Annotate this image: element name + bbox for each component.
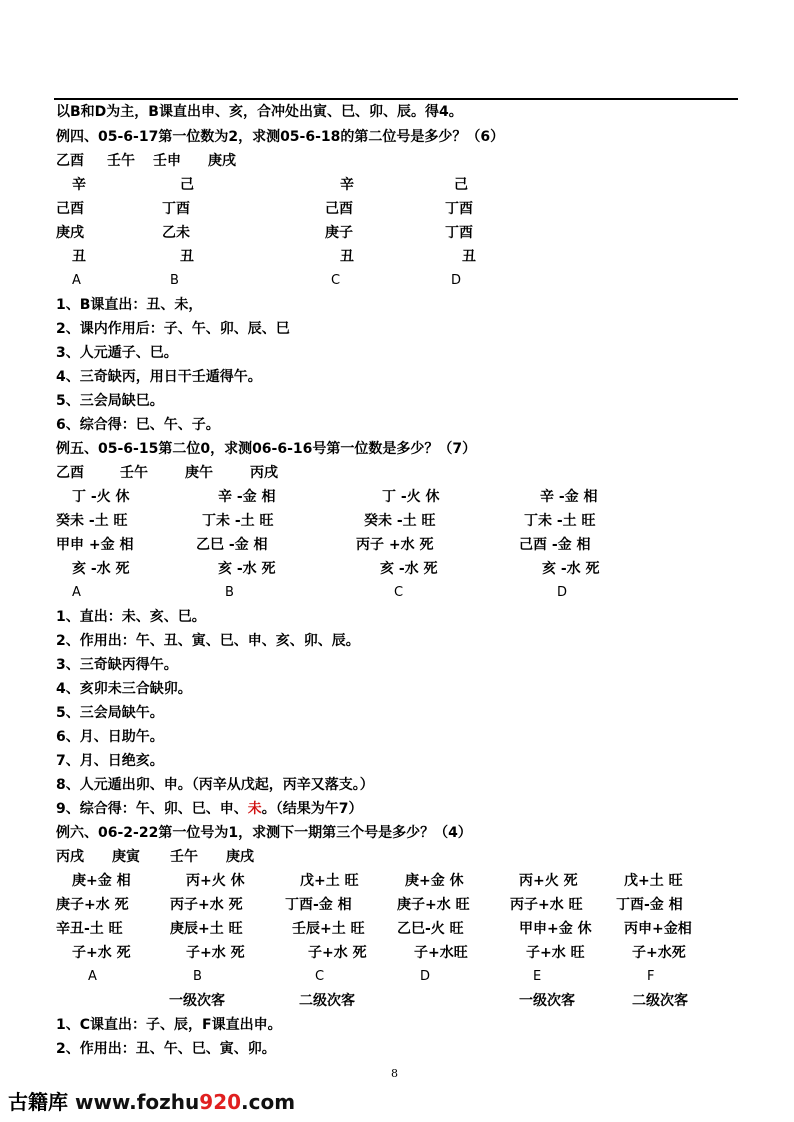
- ex5-step: 8、人元遁出卯、申。（丙辛从戊起，丙辛又落支。）: [56, 777, 374, 793]
- ex4-cell: 丑: [72, 249, 86, 265]
- ex4-cell: 庚子: [325, 225, 353, 241]
- ex6-cell: 子+水 旺: [526, 945, 585, 961]
- ex5-cell: 辛 -金 相: [218, 489, 276, 505]
- header-rule: [54, 98, 738, 100]
- ex6-label: C: [315, 969, 325, 984]
- ex4-cell: 己酉: [56, 201, 84, 217]
- ex6-cell: 丙子+水 死: [170, 897, 243, 913]
- ex5-label: B: [225, 585, 234, 600]
- ex5-step: 2、作用出：午、丑、寅、巳、申、亥、卯、辰。: [56, 633, 360, 649]
- ex5-step: 1、直出：未、亥、巳。: [56, 609, 206, 625]
- watermark-domain: www.fozhu: [74, 1090, 200, 1114]
- ex5-step-9: [56, 800, 363, 818]
- ex5-cell: 乙巳 -金 相: [196, 537, 268, 553]
- ex4-label: B: [170, 273, 179, 288]
- ex4-cell: 乙未: [162, 225, 190, 241]
- ex4-step: 5、三会局缺巳。: [56, 393, 164, 409]
- ex5-pillar: 庚午: [185, 465, 213, 481]
- ex6-cell: 庚子+水 死: [56, 897, 129, 913]
- ex5-label: D: [557, 585, 568, 600]
- ex6-cell: 辛丑-土 旺: [56, 921, 123, 937]
- ex4-cell: 丁酉: [162, 201, 190, 217]
- ex6-label: B: [193, 969, 202, 984]
- ex4-step: 6、综合得：巳、午、子。: [56, 417, 220, 433]
- ex5-cell: 丙子 +水 死: [356, 537, 434, 553]
- ex4-cell: 己: [180, 177, 194, 193]
- ex4-pillar: 庚戌: [208, 153, 236, 169]
- ex6-cell: 子+水 死: [72, 945, 131, 961]
- watermark-name: 古籍库: [8, 1090, 68, 1114]
- ex5-label: A: [72, 585, 81, 600]
- watermark-tld: .com: [241, 1090, 296, 1114]
- ex6-title: 例六、06-2-22第一位号为1，求测下一期第三个号是多少？（4）: [56, 825, 472, 841]
- ex6-guest-label: 二级次客: [632, 993, 688, 1009]
- watermark: [8, 1086, 295, 1115]
- ex6-label: D: [420, 969, 431, 984]
- ex4-cell: 己酉: [325, 201, 353, 217]
- ex5-step9-highlight: 未: [247, 801, 262, 817]
- ex5-step9-result: 。（结果为午7）: [261, 801, 363, 817]
- ex5-cell: 丁 -火 休: [72, 489, 130, 505]
- ex5-pillar: 丙戌: [250, 465, 278, 481]
- ex6-cell: 丁酉-金 相: [285, 897, 352, 913]
- ex6-cell: 子+水 死: [308, 945, 367, 961]
- intro-line: 以B和D为主，B课直出申、亥，合冲处出寅、巳、卯、辰。得4。: [56, 104, 463, 120]
- ex4-cell: 丑: [340, 249, 354, 265]
- ex5-step: 5、三会局缺午。: [56, 705, 164, 721]
- ex5-title: 例五、05-6-15第二位0，求测06-6-16号第一位数是多少？（7）: [56, 441, 477, 457]
- ex4-title: 例四、05-6-17第一位数为2，求测05-6-18的第二位号是多少？（6）: [56, 129, 505, 145]
- ex4-step: 1、B课直出：丑、未，: [56, 297, 203, 313]
- ex4-cell: 庚戌: [56, 225, 84, 241]
- ex5-cell: 己酉 -金 相: [519, 537, 591, 553]
- ex5-step: 6、月、日助午。: [56, 729, 164, 745]
- ex6-cell: 庚+金 相: [72, 873, 131, 889]
- ex5-cell: 丁 -火 休: [382, 489, 440, 505]
- ex6-pillar: 庚戌: [226, 849, 254, 865]
- ex5-step9-text: 9、综合得：午、卯、巳、申、: [56, 801, 248, 817]
- ex4-pillar: 乙酉: [56, 153, 84, 169]
- ex5-label: C: [394, 585, 404, 600]
- ex6-pillar: 壬午: [170, 849, 198, 865]
- ex4-step: 3、人元遁子、巳。: [56, 345, 178, 361]
- ex5-cell: 辛 -金 相: [540, 489, 598, 505]
- ex5-cell: 亥 -水 死: [542, 561, 600, 577]
- ex4-cell: 己: [454, 177, 468, 193]
- ex5-cell: 亥 -水 死: [380, 561, 438, 577]
- ex6-cell: 子+水 死: [186, 945, 245, 961]
- ex6-cell: 甲申+金 休: [519, 921, 592, 937]
- ex6-cell: 丙+火 死: [519, 873, 578, 889]
- ex6-cell: 子+水死: [632, 945, 686, 961]
- watermark-number: 920: [199, 1090, 242, 1114]
- ex5-step: 4、亥卯未三合缺卯。: [56, 681, 192, 697]
- ex4-label: D: [451, 273, 462, 288]
- ex6-cell: 乙巳-火 旺: [397, 921, 464, 937]
- ex6-pillar: 庚寅: [112, 849, 140, 865]
- ex4-label: C: [331, 273, 341, 288]
- ex6-cell: 庚辰+土 旺: [170, 921, 243, 937]
- ex4-cell: 丑: [180, 249, 194, 265]
- page-number: 8: [391, 1067, 398, 1080]
- ex6-guest-label: 一级次客: [169, 993, 225, 1009]
- ex6-cell: 壬辰+土 旺: [292, 921, 365, 937]
- ex5-step: 3、三奇缺丙得午。: [56, 657, 178, 673]
- ex5-cell: 甲申 +金 相: [56, 537, 134, 553]
- ex6-cell: 庚子+水 旺: [397, 897, 470, 913]
- ex6-cell: 子+水旺: [414, 945, 468, 961]
- ex6-pillar: 丙戌: [56, 849, 84, 865]
- ex6-label: A: [88, 969, 97, 984]
- ex6-cell: 庚+金 休: [405, 873, 464, 889]
- ex4-pillar: 壬申: [153, 153, 181, 169]
- ex5-cell: 癸未 -土 旺: [56, 513, 128, 529]
- ex6-label: E: [533, 969, 542, 984]
- ex6-cell: 戊+土 旺: [624, 873, 683, 889]
- ex6-label: F: [647, 969, 655, 984]
- ex6-cell: 丙+火 休: [186, 873, 245, 889]
- ex6-cell: 丙申+金相: [624, 921, 692, 937]
- ex6-step: 2、作用出：丑、午、巳、寅、卯。: [56, 1041, 276, 1057]
- ex5-cell: 亥 -水 死: [72, 561, 130, 577]
- ex6-step: 1、C课直出：子、辰，F课直出申。: [56, 1017, 282, 1033]
- ex5-cell: 丁未 -土 旺: [524, 513, 596, 529]
- ex5-pillar: 壬午: [120, 465, 148, 481]
- ex6-cell: 戊+土 旺: [300, 873, 359, 889]
- ex4-cell: 辛: [72, 177, 86, 193]
- ex6-guest-label: 二级次客: [299, 993, 355, 1009]
- ex6-cell: 丙子+水 旺: [510, 897, 583, 913]
- ex5-pillar: 乙酉: [56, 465, 84, 481]
- ex4-cell: 丑: [462, 249, 476, 265]
- ex4-cell: 辛: [340, 177, 354, 193]
- ex4-label: A: [72, 273, 81, 288]
- ex4-cell: 丁酉: [445, 225, 473, 241]
- ex6-cell: 丁酉-金 相: [616, 897, 683, 913]
- ex4-step: 4、三奇缺丙，用日干壬遁得午。: [56, 369, 262, 385]
- ex6-guest-label: 一级次客: [519, 993, 575, 1009]
- ex4-step: 2、课内作用后：子、午、卯、辰、巳: [56, 321, 290, 337]
- ex5-cell: 癸未 -土 旺: [364, 513, 436, 529]
- ex5-step: 7、月、日绝亥。: [56, 753, 164, 769]
- ex4-pillar: 壬午: [107, 153, 135, 169]
- ex5-cell: 亥 -水 死: [218, 561, 276, 577]
- ex5-cell: 丁未 -土 旺: [202, 513, 274, 529]
- ex4-cell: 丁酉: [445, 201, 473, 217]
